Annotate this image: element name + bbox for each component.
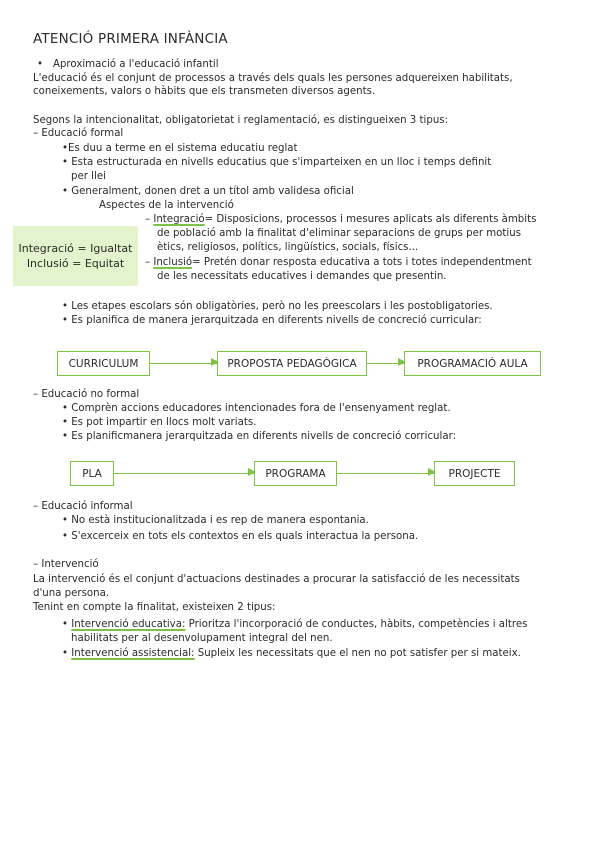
arrow-icon xyxy=(337,473,434,474)
definition-text: Prioritza l'incorporació de conductes, hàbits, competències i altres xyxy=(185,619,528,630)
arrow-icon xyxy=(114,473,254,474)
list-item: • Generalment, donen dret a un títol amb validesa oficial xyxy=(62,186,354,197)
list-item: • Es planifica de manera jerarquitzada en diferents nivells de concreció curricular: xyxy=(62,315,482,326)
highlight-note xyxy=(13,226,138,286)
page-title: ATENCIÓ PRIMERA INFÀNCIA xyxy=(33,31,228,47)
arrow-icon xyxy=(150,363,217,364)
list-item: •Es duu a terme en el sistema educatiu reglat xyxy=(62,143,298,154)
definition-inclusio xyxy=(145,256,532,269)
list-item: per llei xyxy=(71,171,106,182)
list-item: • S'excerceix en tots els contextos en els quals interactua la persona. xyxy=(62,531,419,542)
flow-box-curriculum: CURRICULUM xyxy=(57,351,150,376)
flow-box-pla: PLA xyxy=(70,461,114,486)
term-intervencio-educativa: Intervenció educativa: xyxy=(71,619,186,630)
note-line: Inclusió = Equitat xyxy=(26,257,125,270)
definition-text: de les necessitats educatives i demandes que presentin. xyxy=(157,271,447,282)
flow-box-programacio: PROGRAMACIÓ AULA xyxy=(404,351,541,376)
definition-text: = Disposicions, processos i mesures aplicats als diferents àmbits xyxy=(204,214,537,225)
definition-text: Supleix les necessitats que el nen no pot satisfer per si mateix. xyxy=(194,648,521,659)
subheading: Aspectes de la intervenció xyxy=(99,200,234,211)
section-heading-nonformal: – Educació no formal xyxy=(33,389,140,400)
list-item: • Es planificmanera jerarquitzada en diferents nivells de concreció corricular: xyxy=(62,431,457,442)
list-item: • Es pot impartir en llocs molt variats. xyxy=(62,417,257,428)
list-item: • Les etapes escolars són obligatòries, però no les preescolars i les postobligatories. xyxy=(62,301,493,312)
paragraph: d'una persona. xyxy=(33,588,110,599)
definition-text: de població amb la finalitat d'eliminar separacions de grups per motius xyxy=(157,228,522,239)
subheading: Aproximació a l'educació infantil xyxy=(53,59,219,70)
bullet: • xyxy=(62,619,72,630)
paragraph: Tenint en compte la finalitat, existeixen 2 tipus: xyxy=(33,602,276,613)
list-item: • No està institucionalitzada i es rep de manera espontania. xyxy=(62,515,369,526)
paragraph: La intervenció és el conjunt d'actuacions destinades a procurar la satisfacció de les necessitats xyxy=(33,574,520,585)
definition-text: = Pretén donar resposta educativa a tots i totes independentment xyxy=(192,257,532,268)
paragraph: Segons la intencionalitat, obligatorietat i reglamentació, es distingueixen 3 tipus: xyxy=(33,115,449,126)
bullet: • xyxy=(62,648,72,659)
term-inclusio: Inclusió xyxy=(153,257,193,268)
definition-text: ètics, religiosos, polítics, lingüístics, socials, físics... xyxy=(157,242,419,253)
definition-text: habilitats per al desenvolupament integral del nen. xyxy=(71,633,333,644)
section-heading-formal: – Educació formal xyxy=(33,128,124,139)
list-item: • Comprèn accions educadores intencionades fora de l'ensenyament reglat. xyxy=(62,403,451,414)
bullet: • xyxy=(37,59,44,70)
list-item: • Esta estructurada en nivells educatius que s'imparteixen en un lloc i temps definit xyxy=(62,157,492,168)
list-item-intervencio-educativa xyxy=(62,618,527,631)
paragraph: coneixements, valors o hàbits que els transmeten diversos agents. xyxy=(33,86,376,97)
flow-box-proposta: PROPOSTA PEDAGÒGICA xyxy=(217,351,367,376)
dash: – xyxy=(145,257,154,268)
definition-integracio xyxy=(145,213,536,226)
flow-box-projecte: PROJECTE xyxy=(434,461,515,486)
list-item-intervencio-assistencial xyxy=(62,647,521,660)
dash: – xyxy=(145,214,154,225)
term-intervencio-assistencial: Intervenció assistencial: xyxy=(71,648,195,659)
term-integracio: Integració xyxy=(153,214,205,225)
flow-box-programa: PROGRAMA xyxy=(254,461,337,486)
section-heading-informal: – Educació informal xyxy=(33,501,133,512)
arrow-icon xyxy=(367,363,404,364)
note-line: Integració = Igualtat xyxy=(18,242,133,255)
section-heading-intervencio: – Intervenció xyxy=(33,559,99,570)
paragraph: L'educació és el conjunt de processos a través dels quals les persones adquereixen habilitats, xyxy=(33,73,513,84)
